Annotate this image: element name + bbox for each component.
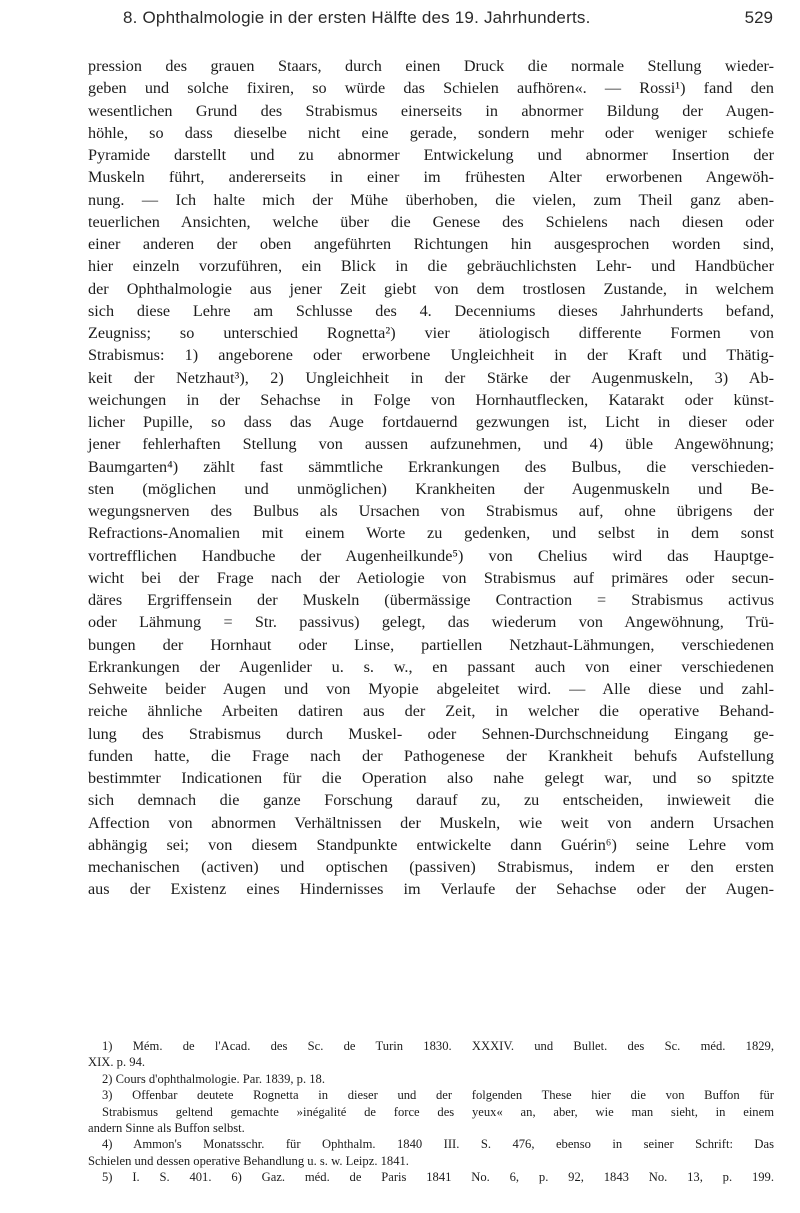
body-line: Strabismus: 1) angeborene oder erworbene Ungleichheit in der Kraft und Thätig- xyxy=(88,346,774,365)
body-line: sich demnach die ganze Forschung darauf zu, zu entscheiden, inwieweit die xyxy=(88,791,774,810)
footnote-line: 1) Mém. de l'Acad. des Sc. de Turin 1830. XXXIV. und Bullet. des Sc. méd. 1829, xyxy=(102,1039,774,1053)
body-line: Pyramide darstellt und zu abnormer Entwickelung und abnormer Insertion der xyxy=(88,146,774,164)
body-line: Refractions-Anomalien mit einem Worte zu gedenken, und selbst in dem sonst xyxy=(88,524,774,543)
page-number: 529 xyxy=(744,8,773,27)
body-line: Zeugniss; so unterschied Rognetta²) vier ätiologisch differente Formen von xyxy=(88,324,774,342)
body-line: wesentlichen Grund des Strabismus einerseits in abnormer Bildung der Augen- xyxy=(88,101,774,120)
body-line: wegungsnerven des Bulbus als Ursachen von Strabismus auf, ohne übrigens der xyxy=(88,502,774,520)
body-line: funden hatte, die Frage nach der Pathogenese der Krankheit behufs Aufstellung xyxy=(88,746,774,765)
body-line: Affection von abnormen Verhältnissen der Muskeln, wie weit von andern Ursachen xyxy=(88,813,774,832)
footnote-line: XIX. p. 94. xyxy=(88,1055,146,1070)
body-line: nung. — Ich halte mich der Mühe überhoben, die vielen, zum Theil ganz aben- xyxy=(88,190,774,209)
footnote-line: 2) Cours d'ophthalmologie. Par. 1839, p. 18. xyxy=(102,1071,325,1086)
body-line: Sehweite beider Augen und von Myopie abgeleitet wird. — Alle diese und zahl- xyxy=(88,680,774,698)
footnote-line: Strabismus geltend gemachte »inégalité de force des yeux« an, aber, wie man sieht, in einem xyxy=(102,1104,774,1119)
body-line: oder Lähmung = Str. passivus) gelegt, das wiederum von Angewöhnung, Trü- xyxy=(88,613,774,632)
footnote-line: Schielen und dessen operative Behandlung u. s. w. Leipz. 1841. xyxy=(88,1153,409,1168)
body-line: aus der Existenz eines Hindernisses im Verlaufe der Sehachse oder der Augen- xyxy=(88,880,774,899)
running-title: 8. Ophthalmologie in der ersten Hälfte des 19. Jahrhunderts. xyxy=(123,8,591,27)
body-line: wicht bei der Frage nach der Aetiologie von Strabismus auf primäres oder secun- xyxy=(88,568,774,587)
body-line: hier einzeln vorzuführen, ein Blick in die gebräuchlichsten Lehr- und Handbücher xyxy=(88,257,774,276)
body-line: vortrefflichen Handbuche der Augenheilkunde⁵) von Chelius wird das Hauptge- xyxy=(88,546,774,565)
body-line: geben und solche fixiren, so würde das Schielen aufhören«. — Rossi¹) fand den xyxy=(88,79,774,98)
body-line: der Ophthalmologie aus jener Zeit giebt von dem trostlosen Zustande, in welchem xyxy=(88,279,774,298)
body-line: bestimmter Indicationen für die Operation also nahe gelegt war, und so spitzte xyxy=(88,769,774,787)
body-text xyxy=(88,55,774,901)
body-line: einer anderen der oben angeführten Richtungen hin ausgesprochen worden sind, xyxy=(88,235,774,253)
body-line: Baumgarten⁴) zählt fast sämmtliche Erkrankungen des Bulbus, die verschieden- xyxy=(88,457,774,476)
footnotes xyxy=(88,1038,774,1186)
footnote-line: 3) Offenbar deutete Rognetta in dieser und der folgenden These hier die von Buffon für xyxy=(102,1088,774,1103)
footnote-line: 5) I. S. 401. 6) Gaz. méd. de Paris 1841 No. 6, p. 92, 1843 No. 13, p. 199. xyxy=(102,1170,774,1185)
body-line: keit der Netzhaut³), 2) Ungleichheit in der Stärke der Augenmuskeln, 3) Ab- xyxy=(88,368,774,387)
body-line: teuerlichen Ansichten, welche über die Genese des Schielens nach diesen oder xyxy=(88,212,774,231)
body-line: pression des grauen Staars, durch einen Druck die normale Stellung wieder- xyxy=(88,57,774,75)
body-line: däres Ergriffensein der Muskeln (übermässige Contraction = Strabismus activus xyxy=(88,591,774,609)
running-header xyxy=(123,8,773,38)
body-line: höhle, so dass dieselbe nicht eine gerade, sondern mehr oder weniger schiefe xyxy=(88,123,774,142)
body-line: licher Pupille, so dass das Auge fortdauernd gezwungen ist, Licht in dieser oder xyxy=(88,413,774,431)
body-line: bungen der Hornhaut oder Linse, partiellen Netzhaut-Lähmungen, verschiedenen xyxy=(88,635,774,654)
body-line: mechanischen (activen) und optischen (passiven) Strabismus, indem er den ersten xyxy=(88,858,774,876)
footnote-line: 4) Ammon's Monatsschr. für Ophthalm. 1840 III. S. 476, ebenso in seiner Schrift: Das xyxy=(102,1137,774,1152)
body-line: Muskeln führt, andererseits in einer im frühesten Alter erworbenen Angewöh- xyxy=(88,168,774,187)
body-line: sten (möglichen und unmöglichen) Krankheiten der Augenmuskeln und Be- xyxy=(88,479,774,498)
body-line: Erkrankungen der Augenlider u. s. w., en passant auch von einer verschiedenen xyxy=(88,657,774,676)
footnote-line: andern Sinne als Buffon selbst. xyxy=(88,1121,245,1136)
body-line: reiche ähnliche Arbeiten datiren aus der Zeit, in welcher die operative Behand- xyxy=(88,702,774,721)
body-line: sich diese Lehre am Schlusse des 4. Decenniums dieses Jahrhunderts befand, xyxy=(88,301,774,320)
body-line: weichungen in der Sehachse in Folge von Hornhautflecken, Katarakt oder künst- xyxy=(88,390,774,409)
body-line: abhängig sei; von diesem Standpunkte entwickelte dann Guérin⁶) seine Lehre vom xyxy=(88,835,774,854)
body-line: jener fehlerhaften Stellung von aussen aufzunehmen, und 4) üble Angewöhnung; xyxy=(88,435,774,454)
body-line: lung des Strabismus durch Muskel- oder Sehnen-Durchschneidung Eingang ge- xyxy=(88,724,774,743)
